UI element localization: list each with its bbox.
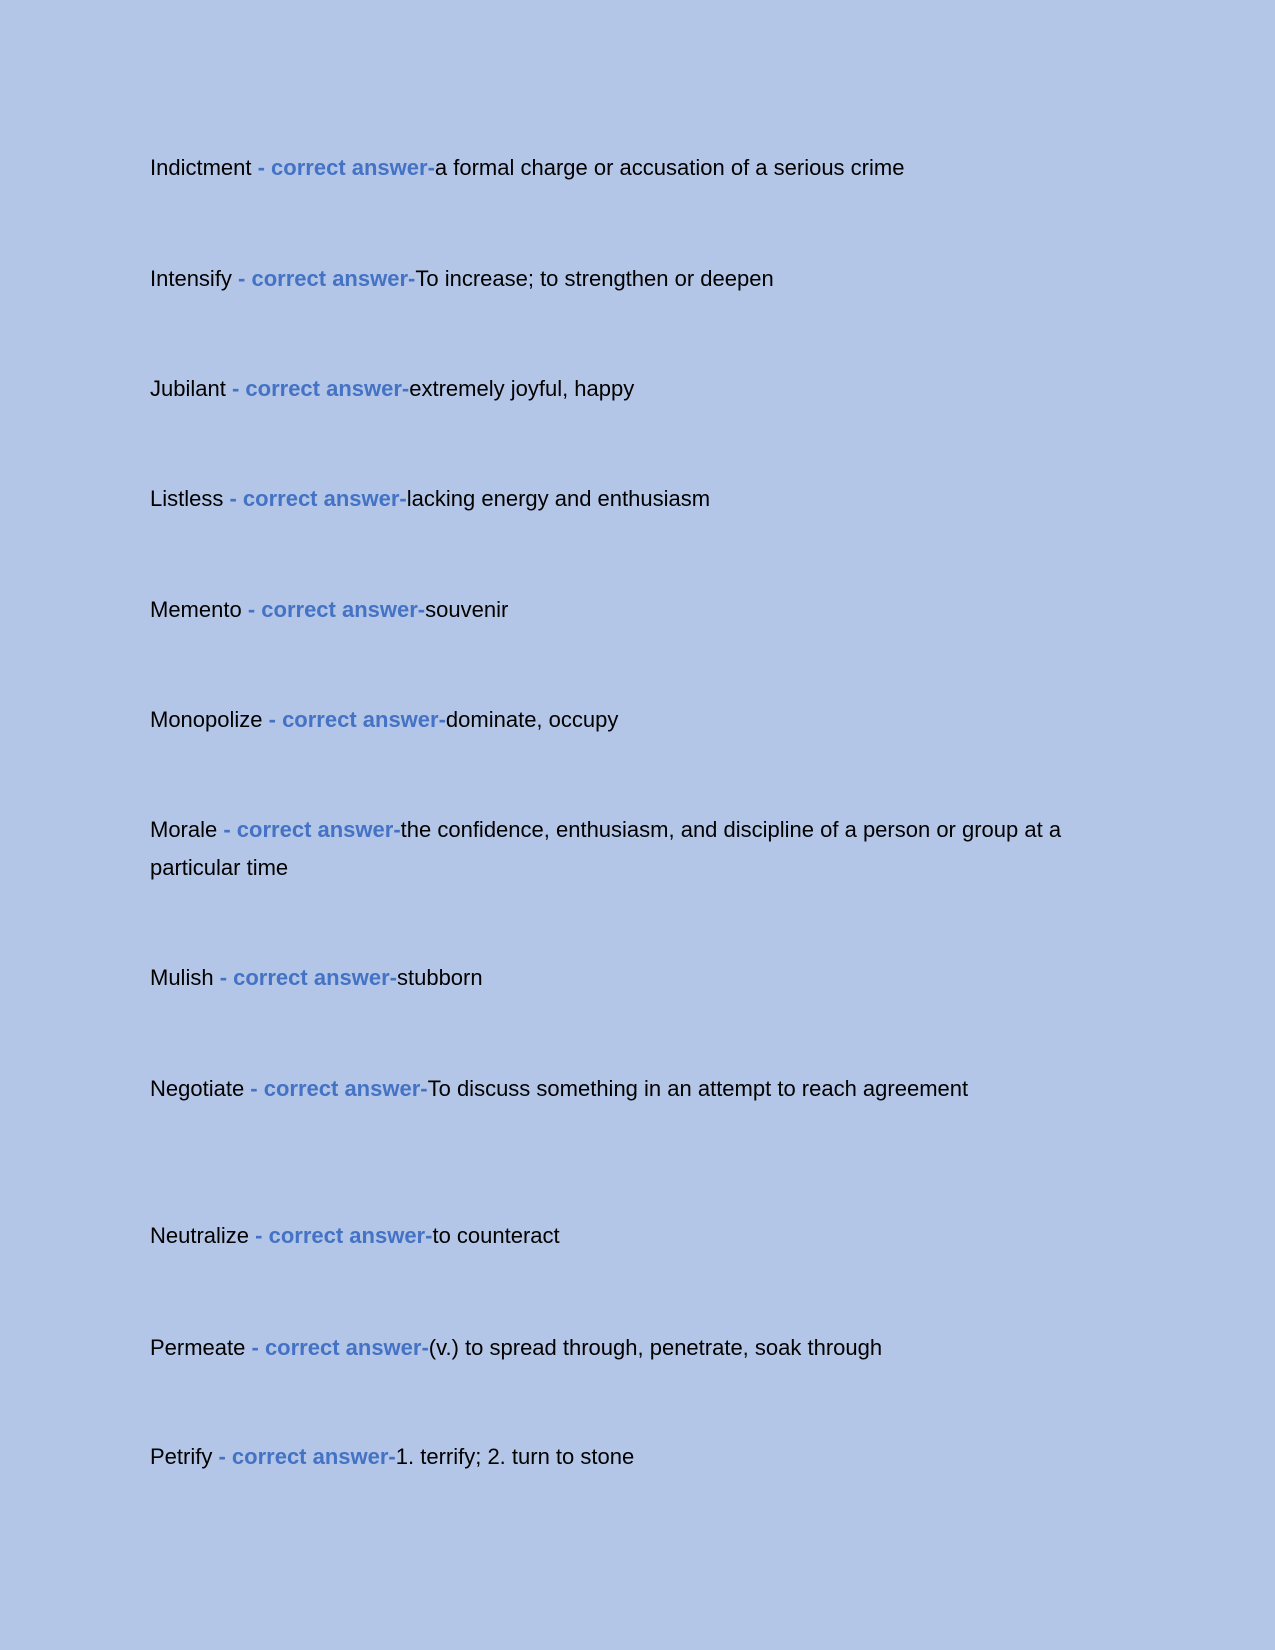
definition: to counteract xyxy=(432,1223,560,1248)
definition: a formal charge or accusation of a serious crime xyxy=(434,155,905,180)
correct-answer-label: - correct answer- xyxy=(249,1223,433,1248)
vocab-entry xyxy=(150,1070,1070,1108)
vocab-entry xyxy=(150,149,1125,187)
term: Indictment xyxy=(150,155,252,180)
term: Permeate xyxy=(150,1335,246,1360)
vocab-entry xyxy=(150,1329,1125,1367)
definition: To increase; to strengthen or deepen xyxy=(415,266,774,291)
term: Negotiate xyxy=(150,1076,245,1101)
term: Listless xyxy=(150,486,224,511)
correct-answer-label: - correct answer- xyxy=(251,155,435,180)
term: Jubilant xyxy=(150,376,226,401)
definition: extremely joyful, happy xyxy=(409,376,635,401)
vocab-entry xyxy=(150,591,1125,629)
definition: To discuss something in an attempt to reach agreement xyxy=(427,1076,969,1101)
definition: 1. terrify; 2. turn to stone xyxy=(395,1444,635,1469)
correct-answer-label: - correct answer- xyxy=(217,817,401,842)
correct-answer-label: - correct answer- xyxy=(213,965,397,990)
correct-answer-label: - correct answer- xyxy=(231,266,416,291)
vocab-entry xyxy=(150,480,1125,518)
term: Mulish xyxy=(150,965,214,990)
correct-answer-label: - correct answer- xyxy=(245,1335,429,1360)
correct-answer-label: - correct answer- xyxy=(241,597,426,622)
vocab-entry xyxy=(150,701,1125,739)
correct-answer-label: - correct answer- xyxy=(262,707,446,732)
correct-answer-label: - correct answer- xyxy=(244,1076,428,1101)
vocab-entry xyxy=(150,959,1125,997)
correct-answer-label: - correct answer- xyxy=(223,486,407,511)
definition: souvenir xyxy=(425,597,509,622)
term: Monopolize xyxy=(150,707,263,732)
term: Petrify xyxy=(150,1444,213,1469)
term: Intensify xyxy=(150,266,232,291)
definition: dominate, occupy xyxy=(445,707,619,732)
correct-answer-label: - correct answer- xyxy=(212,1444,396,1469)
definition: (v.) to spread through, penetrate, soak through xyxy=(428,1335,883,1360)
definition: lacking energy and enthusiasm xyxy=(406,486,711,511)
definition: stubborn xyxy=(396,965,483,990)
vocab-entry xyxy=(150,811,1125,887)
vocab-entry xyxy=(150,1438,1125,1476)
vocab-entry xyxy=(150,370,1125,408)
definition: the confidence, enthusiasm, and discipline of a person or group at a particular time xyxy=(150,817,1062,880)
correct-answer-label: - correct answer- xyxy=(225,376,410,401)
term: Neutralize xyxy=(150,1223,250,1248)
vocab-entry xyxy=(150,260,1125,298)
term: Morale xyxy=(150,817,218,842)
vocab-entry xyxy=(150,1217,1125,1255)
term: Memento xyxy=(150,597,242,622)
